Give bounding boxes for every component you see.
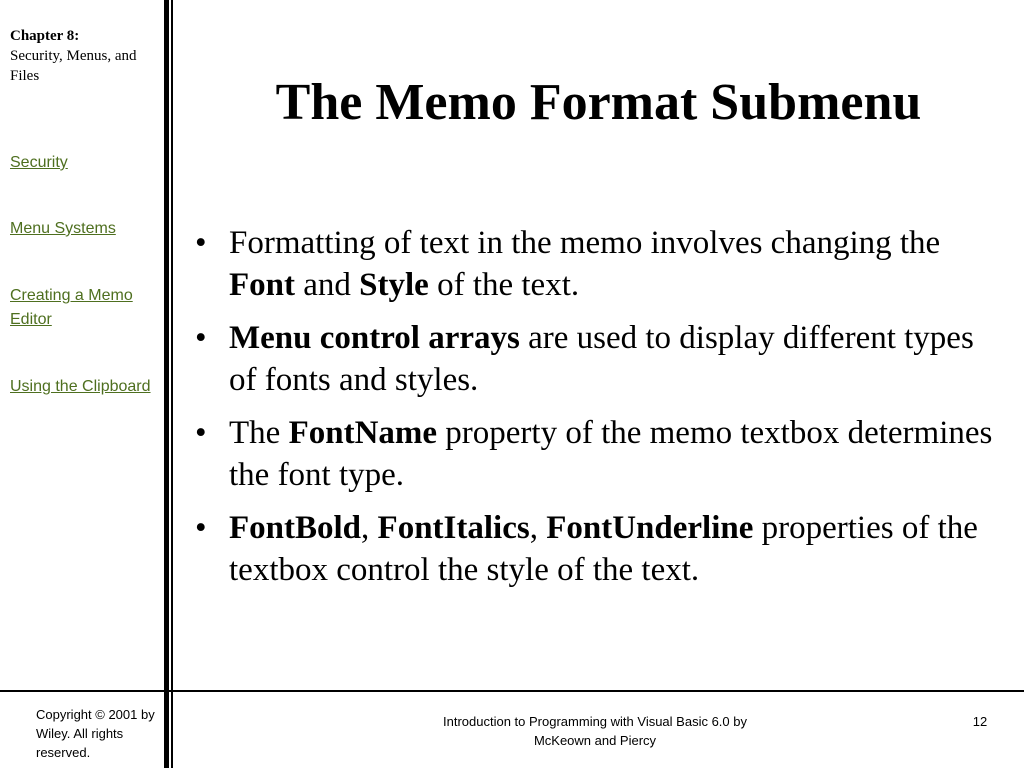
nav-link-menu-systems[interactable]: Menu Systems bbox=[10, 220, 116, 237]
footer-divider bbox=[0, 690, 1024, 692]
bullet-bold-term: Menu control arrays bbox=[229, 320, 520, 356]
nav-link-creating-memo-editor[interactable]: Creating a Memo Editor bbox=[10, 287, 133, 328]
bullet-marker: • bbox=[195, 320, 207, 356]
bullet-text: Formatting of text in the memo involves changing the bbox=[229, 225, 941, 261]
bullet-marker: • bbox=[195, 510, 207, 546]
bullet-text: property of the memo textbox determines the font type. bbox=[229, 415, 993, 493]
bullet-text: The bbox=[229, 415, 289, 451]
bullet-marker: • bbox=[195, 415, 207, 451]
bullet-item bbox=[193, 507, 1003, 591]
footer-course-title: Introduction to Programming with Visual Basic 6.0 by McKeown and Piercy bbox=[443, 714, 747, 748]
bullet-text: properties of the textbox control the style of the text. bbox=[229, 510, 978, 588]
bullet-text: , bbox=[529, 510, 547, 546]
bullet-item bbox=[193, 412, 1003, 496]
footer-copyright: Copyright © 2001 by Wiley. All rights reserved. bbox=[36, 707, 155, 760]
bullet-bold-term: FontBold bbox=[229, 510, 362, 546]
sidebar bbox=[0, 0, 165, 690]
bullet-bold-term: Style bbox=[359, 267, 429, 303]
bullet-list bbox=[193, 222, 1003, 602]
chapter-title: Security, Menus, and Files bbox=[10, 48, 137, 84]
bullet-bold-term: FontUnderline bbox=[546, 510, 754, 546]
bullet-text: , bbox=[361, 510, 378, 546]
page-number: 12 bbox=[972, 714, 988, 729]
slide-title: The Memo Format Submenu bbox=[275, 74, 922, 131]
bullet-bold-term: Font bbox=[229, 267, 295, 303]
chapter-number: Chapter 8: bbox=[10, 28, 80, 44]
bullet-bold-term: FontName bbox=[288, 415, 438, 451]
bullet-item bbox=[193, 222, 1003, 306]
bullet-text: and bbox=[295, 267, 360, 303]
vertical-divider-thick bbox=[164, 0, 169, 768]
bullet-text: of the text. bbox=[428, 267, 580, 303]
nav-link-using-clipboard[interactable]: Using the Clipboard bbox=[10, 378, 151, 395]
bullet-bold-term: FontItalics bbox=[377, 510, 530, 546]
bullet-text: are used to display different types of fonts and styles. bbox=[229, 320, 974, 398]
bullet-item bbox=[193, 317, 1003, 401]
chapter-heading bbox=[10, 26, 160, 86]
bullet-marker: • bbox=[195, 225, 207, 261]
nav-link-security[interactable]: Security bbox=[10, 154, 68, 171]
